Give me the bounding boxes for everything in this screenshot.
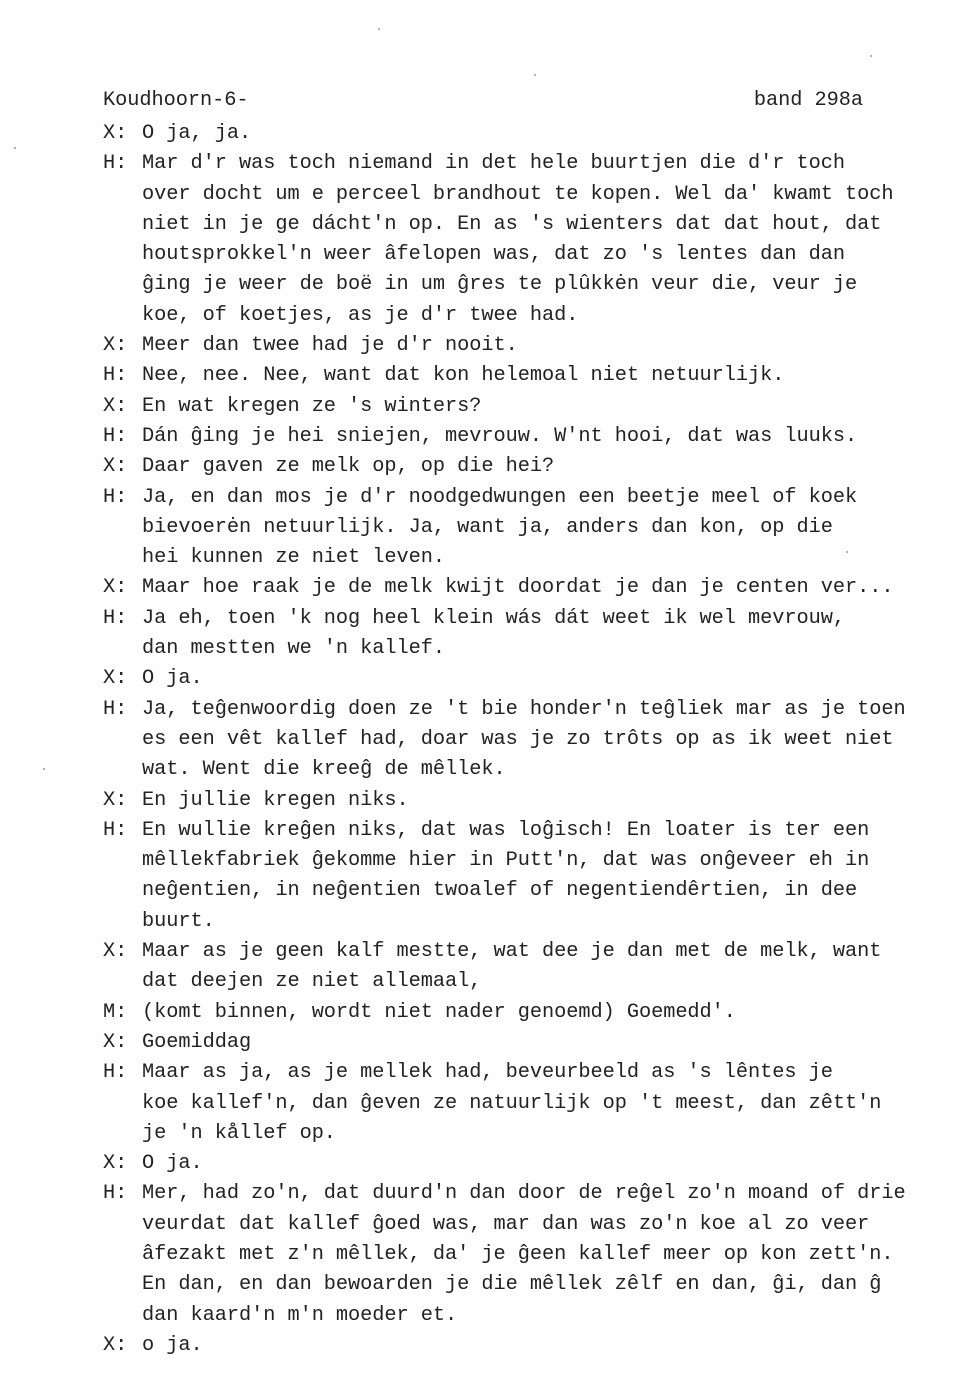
utterance (142, 392, 933, 422)
transcript-turn (103, 149, 933, 331)
speaker-label: H: (103, 364, 128, 388)
utterance-line: Ja, en dan mos je d'r noodgedwungen een beetje meel of koek (142, 485, 858, 509)
utterance (142, 937, 933, 998)
utterance-line: bievoerėn netuurlijk. Ja, want ja, anders dan kon, op die (142, 515, 833, 539)
speaker-label: X: (103, 576, 128, 600)
speaker-label: H: (103, 697, 128, 721)
speaker-label: X: (103, 1152, 128, 1176)
utterance-line: En dan, en dan bewoarden je die mêllek zêlf en dan, ĝi, dan ĝ (142, 1273, 882, 1297)
speaker-label: H: (103, 1061, 128, 1085)
transcript-turn (103, 483, 933, 574)
utterance-line: buurt. (142, 909, 215, 933)
utterance-line: wat. Went die kreeĝ de mêllek. (142, 758, 506, 782)
scan-speck (846, 551, 848, 553)
speaker-label: X: (103, 940, 128, 964)
utterance (142, 149, 933, 331)
speaker-label: H: (103, 424, 128, 448)
utterance-line: O ja. (142, 1152, 203, 1176)
scan-speck (43, 768, 45, 770)
utterance (142, 604, 933, 665)
utterance-line: dat deejen ze niet allemaal, (142, 970, 482, 994)
transcript-turn (103, 816, 933, 937)
utterance (142, 361, 933, 391)
speaker-label: X: (103, 788, 128, 812)
utterance (142, 786, 933, 816)
speaker-label: X: (103, 667, 128, 691)
transcript-turn (103, 998, 933, 1028)
utterance-line: je 'n kållef op. (142, 1121, 336, 1145)
utterance (142, 573, 933, 603)
transcript-turn (103, 695, 933, 786)
scan-speck (870, 55, 872, 57)
transcript-turn (103, 452, 933, 482)
utterance-line: Meer dan twee had je d'r nooit. (142, 334, 518, 358)
utterance-line: Nee, nee. Nee, want dat kon helemoal niet netuurlijk. (142, 364, 785, 388)
utterance-line: âfezakt met z'n mêllek, da' je ĝeen kallef meer op kon zett'n. (142, 1242, 894, 1266)
utterance-line: Maar as je geen kalf mestte, wat dee je dan met de melk, want (142, 940, 882, 964)
utterance-line: es een vêt kallef had, doar was je zo trôts op as ik weet niet (142, 727, 894, 751)
tape-reference: band 298a (753, 89, 863, 112)
utterance-line: veurdat dat kallef ĝoed was, mar dan was zo'n koe al zo veer (142, 1212, 870, 1236)
scan-speck (534, 74, 536, 76)
page-header (103, 89, 863, 119)
utterance (142, 816, 933, 937)
transcript-turn (103, 664, 933, 694)
utterance-line: koe, of koetjes, as je d'r twee had. (142, 303, 579, 327)
utterance-line: Maar hoe raak je de melk kwijt doordat je dan je centen ver... (142, 576, 894, 600)
transcript-turn (103, 1028, 933, 1058)
transcript-turn (103, 937, 933, 998)
utterance (142, 695, 933, 786)
transcript-turn (103, 422, 933, 452)
speaker-label: X: (103, 455, 128, 479)
speaker-label: H: (103, 485, 128, 509)
utterance (142, 119, 933, 149)
utterance-line: neĝentien, in neĝentien twoalef of negentiendêrtien, in dee (142, 879, 858, 903)
utterance-line: Maar as ja, as je mellek had, beveurbeeld as 's lêntes je (142, 1061, 833, 1085)
transcript-turn (103, 392, 933, 422)
utterance-line: En wullie kreĝen niks, dat was loĝisch! En loater is ter een (142, 818, 870, 842)
utterance-line: (komt binnen, wordt niet nader genoemd) Goemedd'. (142, 1000, 736, 1024)
transcript-turn (103, 1149, 933, 1179)
utterance-line: O ja. (142, 667, 203, 691)
utterance-line: Ja, teĝenwoordig doen ze 't bie honder'n teĝliek mar as je toen (142, 697, 906, 721)
speaker-label: X: (103, 1333, 128, 1357)
utterance-line: Daar gaven ze melk op, op die hei? (142, 455, 555, 479)
utterance (142, 452, 933, 482)
utterance-line: over docht um e perceel brandhout te kopen. Wel da' kwamt toch (142, 182, 894, 206)
utterance-line: Mar d'r was toch niemand in det hele buurtjen die d'r toch (142, 152, 846, 176)
utterance (142, 422, 933, 452)
utterance-line: mêllekfabriek ĝekomme hier in Putt'n, dat was onĝeveer eh in (142, 849, 870, 873)
scan-speck (14, 147, 16, 149)
utterance (142, 1179, 933, 1330)
transcript-turn (103, 331, 933, 361)
speaker-label: H: (103, 818, 128, 842)
utterance (142, 1058, 933, 1149)
utterance-line: niet in je ge dácht'n op. En as 's wienters dat dat hout, dat (142, 212, 882, 236)
utterance-line: houtsprokkel'n weer âfelopen was, dat zo 's lentes dan dan (142, 243, 846, 267)
transcript-turn (103, 604, 933, 665)
speaker-label: H: (103, 606, 128, 630)
speaker-label: X: (103, 334, 128, 358)
document-title: Koudhoorn-6- (103, 89, 249, 112)
utterance (142, 1331, 933, 1361)
utterance (142, 331, 933, 361)
utterance (142, 1149, 933, 1179)
utterance-line: Mer, had zo'n, dat duurd'n dan door de reĝel zo'n moand of drie (142, 1182, 906, 1206)
utterance-line: ĝing je weer de boë in um ĝres te plûkkėn veur die, veur je (142, 273, 858, 297)
utterance-line: koe kallef'n, dan ĝeven ze natuurlijk op 't meest, dan zêtt'n (142, 1091, 882, 1115)
speaker-label: M: (103, 1000, 128, 1024)
utterance-line: hei kunnen ze niet leven. (142, 546, 446, 570)
utterance-line: Ja eh, toen 'k nog heel klein wás dát weet ik wel mevrouw, (142, 606, 846, 630)
transcript-turn (103, 1058, 933, 1149)
utterance-line: o ja. (142, 1333, 203, 1357)
utterance (142, 664, 933, 694)
utterance-line: dan mestten we 'n kallef. (142, 637, 446, 661)
speaker-label: X: (103, 122, 128, 145)
transcript-turn (103, 573, 933, 603)
transcript-turn (103, 1179, 933, 1330)
transcript-turn (103, 786, 933, 816)
utterance (142, 998, 933, 1028)
utterance-line: O ja, ja. (142, 122, 252, 145)
utterance-line: En jullie kregen niks. (142, 788, 409, 812)
speaker-label: X: (103, 1030, 128, 1054)
speaker-label: H: (103, 1182, 128, 1206)
utterance-line: En wat kregen ze 's winters? (142, 394, 482, 418)
utterance-line: Dán ĝing je hei sniejen, mevrouw. W'nt hooi, dat was luuks. (142, 424, 858, 448)
utterance-line: Goemiddag (142, 1030, 252, 1054)
utterance (142, 1028, 933, 1058)
transcript (103, 119, 933, 1361)
transcript-turn (103, 1331, 933, 1361)
transcript-turn (103, 361, 933, 391)
utterance (142, 483, 933, 574)
speaker-label: X: (103, 394, 128, 418)
scan-speck (378, 28, 380, 30)
transcript-turn (103, 119, 933, 149)
utterance-line: dan kaard'n m'n moeder et. (142, 1303, 458, 1327)
speaker-label: H: (103, 152, 128, 176)
